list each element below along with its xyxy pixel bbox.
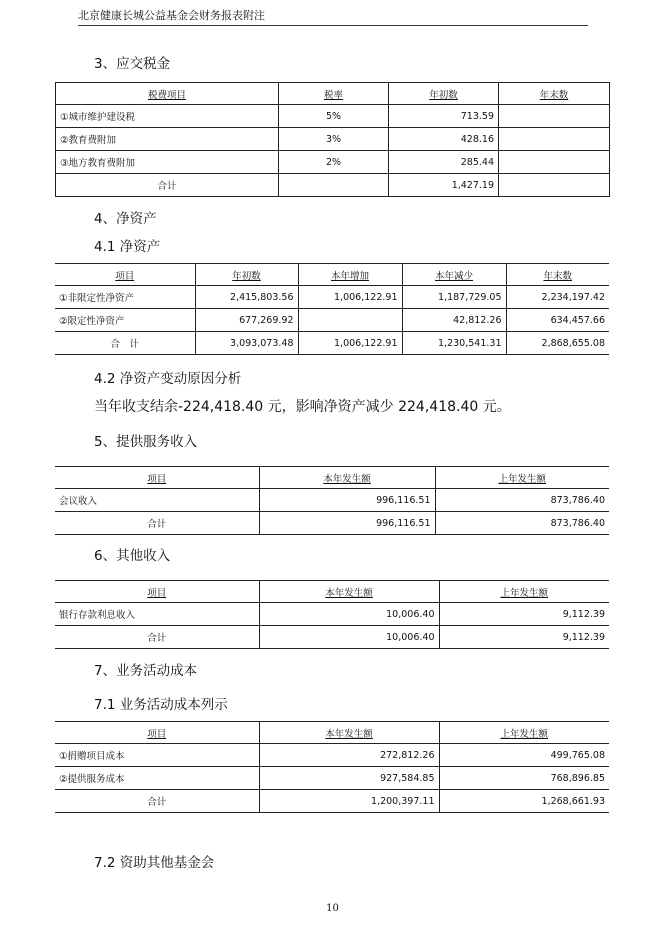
cell-value: 1,187,729.05: [402, 286, 506, 309]
cell-value: 677,269.92: [195, 309, 298, 332]
activity-cost-table: [55, 721, 609, 813]
page-number: 10: [326, 903, 339, 914]
total-row: [55, 790, 609, 813]
col-header: 税费项目: [56, 83, 279, 105]
cell-item: ②限定性净资产: [55, 309, 195, 332]
cell-value: 873,786.40: [435, 489, 609, 512]
cell-item: ③地方教育费附加: [56, 151, 279, 174]
cell-value: 996,116.51: [259, 489, 435, 512]
cell-value: 2,868,655.08: [506, 332, 609, 355]
col-header: 上年发生额: [439, 581, 609, 603]
tax-payable-table: [55, 82, 610, 197]
col-header: 年初数: [389, 83, 499, 105]
cell-value: 10,006.40: [259, 603, 439, 626]
col-header: 税率: [279, 83, 389, 105]
cell-value: 499,765.08: [439, 744, 609, 767]
cell-value: [499, 105, 610, 128]
cell-value: 1,268,661.93: [439, 790, 609, 813]
cell-value: [298, 309, 402, 332]
col-header: 本年减少: [402, 264, 506, 286]
cell-item: ②教育费附加: [56, 128, 279, 151]
cell-rate: 5%: [279, 105, 389, 128]
table-row: [56, 128, 610, 151]
col-header: 上年发生额: [435, 467, 609, 489]
cell-value: 713.59: [389, 105, 499, 128]
section-6-title: 6、其他收入: [94, 548, 171, 564]
cell-value: 428.16: [389, 128, 499, 151]
cell-item: 会议收入: [55, 489, 259, 512]
cell-value: [499, 128, 610, 151]
cell-value: 1,006,122.91: [298, 286, 402, 309]
section-7-1-title: 7.1 业务活动成本列示: [94, 697, 228, 713]
total-row: [56, 174, 610, 197]
cell-item: ①城市维护建设税: [56, 105, 279, 128]
cell-value: 873,786.40: [435, 512, 609, 535]
table-header-row: [55, 467, 609, 489]
table-row: [55, 744, 609, 767]
cell-value: 9,112.39: [439, 603, 609, 626]
col-header: 年初数: [195, 264, 298, 286]
table-row: [55, 286, 609, 309]
cell-value: 1,427.19: [389, 174, 499, 197]
cell-item: 合计: [55, 790, 259, 813]
cell-value: 2,415,803.56: [195, 286, 298, 309]
cell-item: ②提供服务成本: [55, 767, 259, 790]
cell-value: 10,006.40: [259, 626, 439, 649]
net-assets-table: [55, 263, 609, 355]
section-4-1-title: 4.1 净资产: [94, 239, 161, 255]
table-row: [56, 105, 610, 128]
cell-value: 1,200,397.11: [259, 790, 439, 813]
section-7-2-title: 7.2 资助其他基金会: [94, 855, 215, 871]
cell-value: 1,006,122.91: [298, 332, 402, 355]
cell-item: ①非限定性净资产: [55, 286, 195, 309]
col-header: 项目: [55, 467, 259, 489]
col-header: 本年发生额: [259, 467, 435, 489]
cell-value: 996,116.51: [259, 512, 435, 535]
table-header-row: [55, 264, 609, 286]
col-header: 年末数: [499, 83, 610, 105]
cell-value: [499, 151, 610, 174]
section-4-title: 4、净资产: [94, 211, 157, 227]
cell-item: 合 计: [55, 332, 195, 355]
cell-item: 合计: [55, 626, 259, 649]
service-income-table: [55, 466, 609, 535]
other-income-table: [55, 580, 609, 649]
cell-rate: [279, 174, 389, 197]
cell-value: 927,584.85: [259, 767, 439, 790]
section-7-title: 7、业务活动成本: [94, 663, 198, 679]
total-row: [55, 512, 609, 535]
cell-rate: 2%: [279, 151, 389, 174]
col-header: 项目: [55, 722, 259, 744]
cell-value: 634,457.66: [506, 309, 609, 332]
cell-value: 42,812.26: [402, 309, 506, 332]
table-row: [55, 489, 609, 512]
col-header: 年末数: [506, 264, 609, 286]
cell-item: 银行存款利息收入: [55, 603, 259, 626]
col-header: 本年发生额: [259, 581, 439, 603]
table-row: [56, 151, 610, 174]
cell-value: 768,896.85: [439, 767, 609, 790]
col-header: 项目: [55, 264, 195, 286]
cell-rate: 3%: [279, 128, 389, 151]
analysis-paragraph: 当年收支结余-224,418.40 元，影响净资产减少 224,418.40 元。: [94, 399, 511, 415]
table-row: [55, 767, 609, 790]
cell-item: 合计: [55, 512, 259, 535]
running-header: 北京健康长城公益基金会财务报表附注: [78, 7, 588, 26]
cell-item: ①捐赠项目成本: [55, 744, 259, 767]
table-header-row: [55, 581, 609, 603]
cell-value: 2,234,197.42: [506, 286, 609, 309]
col-header: 本年增加: [298, 264, 402, 286]
section-4-2-title: 4.2 净资产变动原因分析: [94, 371, 242, 387]
col-header: 项目: [55, 581, 259, 603]
cell-value: 9,112.39: [439, 626, 609, 649]
cell-value: 1,230,541.31: [402, 332, 506, 355]
cell-value: 272,812.26: [259, 744, 439, 767]
cell-value: 285.44: [389, 151, 499, 174]
cell-value: [499, 174, 610, 197]
col-header: 本年发生额: [259, 722, 439, 744]
section-3-title: 3、应交税金: [94, 56, 171, 72]
cell-item: 合计: [56, 174, 279, 197]
table-row: [55, 309, 609, 332]
section-5-title: 5、提供服务收入: [94, 434, 198, 450]
total-row: [55, 332, 609, 355]
table-header-row: [55, 722, 609, 744]
cell-value: 3,093,073.48: [195, 332, 298, 355]
table-row: [55, 603, 609, 626]
table-header-row: [56, 83, 610, 105]
total-row: [55, 626, 609, 649]
col-header: 上年发生额: [439, 722, 609, 744]
